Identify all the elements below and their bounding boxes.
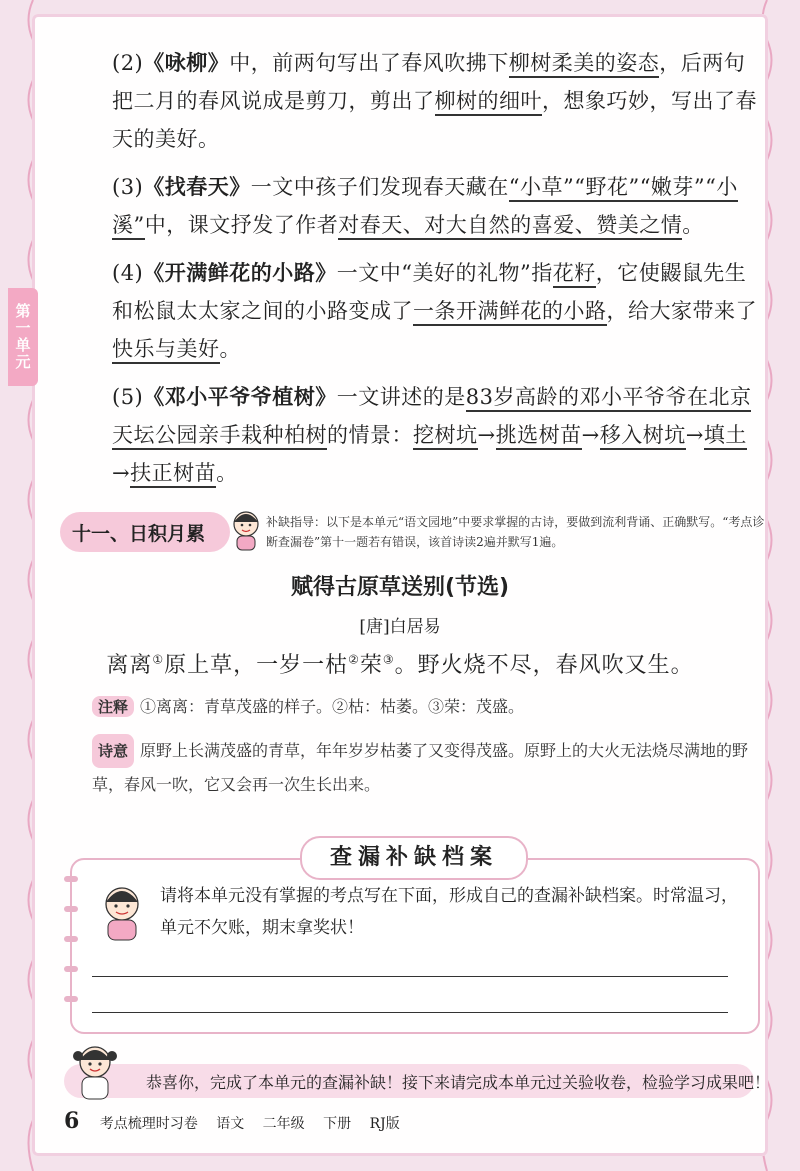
footer-grade: 二年级 xyxy=(262,1116,305,1132)
item-text: 。 xyxy=(216,461,238,485)
item-text: → xyxy=(112,461,131,485)
item-3-paragraph xyxy=(112,168,762,244)
notes-tag: 注释 xyxy=(92,696,134,717)
answer-line[interactable] xyxy=(92,976,728,977)
item-text: → xyxy=(685,423,704,447)
item-text: 一文中“美好的礼物”指 xyxy=(336,261,553,285)
item-2-paragraph xyxy=(112,44,762,158)
lesson-title: 《邓小平爷爷植树》 xyxy=(143,385,337,409)
item-text: ，给大家带来了 xyxy=(606,299,757,323)
item-text: ，后两句把二月的春风说成是剪刀，剪出了 xyxy=(112,51,746,113)
underlined-answer: “小草”“野花”“嫩芽”“小溪” xyxy=(112,175,738,240)
item-number: (3) xyxy=(112,175,144,199)
congrats-text: 恭喜你，完成了本单元的查漏补缺！接下来请完成本单元过关验收卷，检验学习成果吧！ xyxy=(146,1073,771,1092)
lesson-title: 《找春天》 xyxy=(143,175,251,199)
item-text: → xyxy=(477,423,496,447)
archive-instructions: 请将本单元没有掌握的考点写在下面，形成自己的查漏补缺档案。时常温习，单元不欠账，期末拿奖状！ xyxy=(160,886,738,938)
item-text: 一文讲述的是 xyxy=(336,385,466,409)
item-text: 一文中孩子们发现春天藏在 xyxy=(250,175,509,199)
page-number: 6 xyxy=(64,1108,80,1134)
poem-author: [唐]白居易 xyxy=(359,617,441,637)
footer-volume: 下册 xyxy=(323,1116,352,1132)
item-text: 中，课文抒发了作者 xyxy=(144,213,339,237)
page-footer xyxy=(64,1108,414,1134)
poem-title: 赋得古原草送别(节选) xyxy=(290,575,510,600)
item-4-paragraph xyxy=(112,254,762,368)
meaning-tag: 诗意 xyxy=(92,734,134,768)
binder-ring xyxy=(64,876,78,882)
item-number: (2) xyxy=(112,51,144,75)
item-text: ，想象巧妙，写出了春天的美好。 xyxy=(112,89,757,151)
item-text: 。 xyxy=(219,337,241,361)
footer-edition: RJ版 xyxy=(369,1116,400,1132)
underlined-answer: 柳树柔美的姿态 xyxy=(509,51,660,78)
unit-side-tab: 第一单元 xyxy=(8,288,38,386)
answer-line[interactable] xyxy=(92,1012,728,1013)
lesson-title: 《开满鲜花的小路》 xyxy=(143,261,337,285)
item-text: 。 xyxy=(682,213,704,237)
underlined-answer: 花籽 xyxy=(553,261,596,288)
section-11-guide-note: 补缺指导：以下是本单元“语文园地”中要求掌握的古诗，要做到流利背诵、正确默写。“考点诊断查漏卷”第十一题若有错误，该首诗读2遍并默写1遍。 xyxy=(266,515,765,549)
underlined-answer: 对春天、对大自然的喜爱、赞美之情 xyxy=(338,213,682,240)
girl-mascot-icon xyxy=(228,506,264,552)
underlined-answer: 填土 xyxy=(704,423,747,450)
underlined-answer: 扶正树苗 xyxy=(130,461,216,488)
girl-mascot-icon xyxy=(96,880,148,942)
binder-ring xyxy=(64,996,78,1002)
underlined-answer: 挑选树苗 xyxy=(496,423,582,450)
girl-mascot-icon xyxy=(70,1036,120,1102)
item-number: (4) xyxy=(112,261,144,285)
archive-title: 查漏补缺档案 xyxy=(300,836,528,880)
underlined-answer: 83岁高龄的邓小平爷爷在北京天坛公园亲手栽种柏树 xyxy=(112,385,751,450)
notes-text: ①离离：青草茂盛的样子。②枯：枯萎。③荣：茂盛。 xyxy=(140,697,525,716)
binder-ring xyxy=(64,936,78,942)
item-number: (5) xyxy=(112,385,144,409)
item-text: 中，前两句写出了春风吹拂下 xyxy=(229,51,509,75)
item-text: → xyxy=(581,423,600,447)
poem-notes xyxy=(92,694,772,717)
underlined-answer: 移入树坑 xyxy=(600,423,686,450)
binder-ring xyxy=(64,906,78,912)
footer-subject: 语文 xyxy=(216,1116,245,1132)
poem-line: 离离①原上草，一岁一枯②荣③。野火烧不尽，春风吹又生。 xyxy=(106,652,694,678)
binder-ring xyxy=(64,966,78,972)
underlined-answer: 快乐与美好 xyxy=(112,337,220,364)
poem-meaning xyxy=(92,734,772,802)
meaning-text: 原野上长满茂盛的青草，年年岁岁枯萎了又变得茂盛。原野上的大火无法烧尽满地的野草，春风一吹，它又会再一次生长出来。 xyxy=(92,741,749,794)
item-5-paragraph xyxy=(112,378,762,492)
item-text: 的情景： xyxy=(327,423,413,447)
underlined-answer: 挖树坑 xyxy=(413,423,478,450)
underlined-answer: 柳树的细叶 xyxy=(435,89,543,116)
footer-book: 考点梳理时习卷 xyxy=(99,1116,198,1132)
underlined-answer: 一条开满鲜花的小路 xyxy=(413,299,607,326)
item-text: ，它使鼹鼠先生和松鼠太太家之间的小路变成了 xyxy=(112,261,747,323)
section-11-heading: 十一、日积月累 xyxy=(60,512,230,552)
lesson-title: 《咏柳》 xyxy=(143,51,230,75)
